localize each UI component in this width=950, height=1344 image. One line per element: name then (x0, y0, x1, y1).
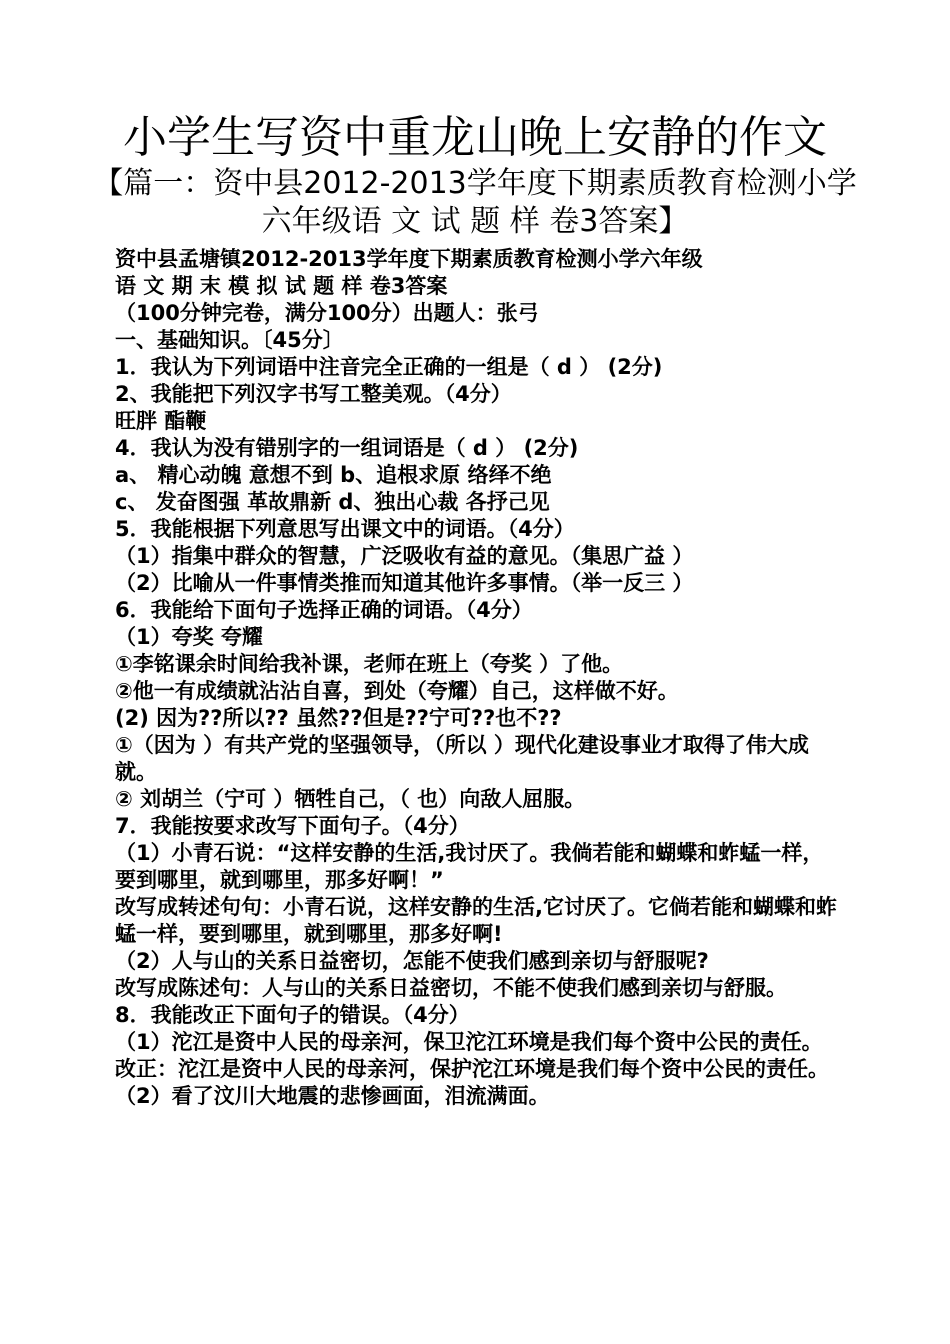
question-line: 7．我能按要求改写下面句子。（4分） (115, 814, 470, 838)
text-line: 旺胖 酯鞭 (115, 409, 207, 433)
answer-line: ①李铭课余时间给我补课，老师在班上（夸奖 ）了他。 (115, 652, 624, 676)
question-line: 5．我能根据下列意思写出课文中的词语。（4分） (115, 517, 575, 541)
text-line: （2）人与山的关系日益密切，怎能不使我们感到亲切与舒服呢? (115, 949, 709, 973)
question-line: 2、我能把下列汉字书写工整美观。（4分） (115, 382, 512, 406)
option-line: c、 发奋图强 革故鼎新 d、独出心裁 各抒己见 (115, 490, 550, 514)
text-line: （1）沱江是资中人民的母亲河，保卫沱江环境是我们每个资中公民的责任。 (115, 1030, 823, 1054)
question-line: 8．我能改正下面句子的错误。（4分） (115, 1003, 470, 1027)
document-title: 小学生写资中重龙山晚上安静的作文 (123, 112, 827, 163)
text-line: （2）看了汶川大地震的悲惨画面，泪流满面。 (115, 1084, 550, 1108)
option-line: a、 精心动魄 意想不到 b、追根求原 络绎不绝 (115, 463, 552, 487)
text-line: （100分钟完卷，满分100分）出题人：张弓 (115, 301, 539, 325)
text-line: （1）夸奖 夸耀 (115, 625, 263, 649)
answer-line: （1）指集中群众的智慧，广泛吸收有益的意见。（集思广益 ） (115, 544, 694, 568)
document-body (115, 246, 840, 1110)
question-line: 6．我能给下面句子选择正确的词语。（4分） (115, 598, 533, 622)
question-line: 1．我认为下列词语中注音完全正确的一组是（ d ） (2分) (115, 355, 663, 379)
answer-line: 改正：沱江是资中人民的母亲河，保护沱江环境是我们每个资中公民的责任。 (115, 1057, 829, 1081)
section-heading: 一、基础知识。〔45分〕 (115, 328, 344, 352)
document-subtitle: 【篇一：资中县2012-2013学年度下期素质教育检测小学六年级语 文 试 题 样 卷3答案】 (93, 166, 857, 239)
text-line: (2) 因为??所以?? 虽然??但是??宁可??也不?? (115, 706, 562, 730)
answer-line: ②他一有成绩就沾沾自喜，到处（夸耀）自己，这样做不好。 (115, 679, 679, 703)
answer-line: 改写成转述句句：小青石说，这样安静的生活,它讨厌了。它倘若能和蝴蝶和蚱蜢一样，要到哪里，就到哪里，那多好啊! (115, 895, 837, 946)
text-line: 语 文 期 末 模 拟 试 题 样 卷3答案 (115, 274, 448, 298)
answer-line: （2）比喻从一件事情类推而知道其他许多事情。（举一反三 ） (115, 571, 694, 595)
answer-line: ①（因为 ）有共产党的坚强领导，（所以 ）现代化建设事业才取得了伟大成就。 (115, 733, 809, 784)
text-line: 资中县孟塘镇2012-2013学年度下期素质教育检测小学六年级 (115, 247, 703, 271)
answer-line: 改写成陈述句：人与山的关系日益密切，不能不使我们感到亲切与舒服。 (115, 976, 787, 1000)
text-line: （1）小青石说：“这样安静的生活,我讨厌了。我倘若能和蝴蝶和蚱蜢一样，要到哪里，就到哪里，那多好啊！” (115, 841, 824, 892)
answer-line: ② 刘胡兰（宁可 ）牺牲自己，（ 也）向敌人屈服。 (115, 787, 586, 811)
question-line: 4．我认为没有错别字的一组词语是（ d ） (2分) (115, 436, 579, 460)
